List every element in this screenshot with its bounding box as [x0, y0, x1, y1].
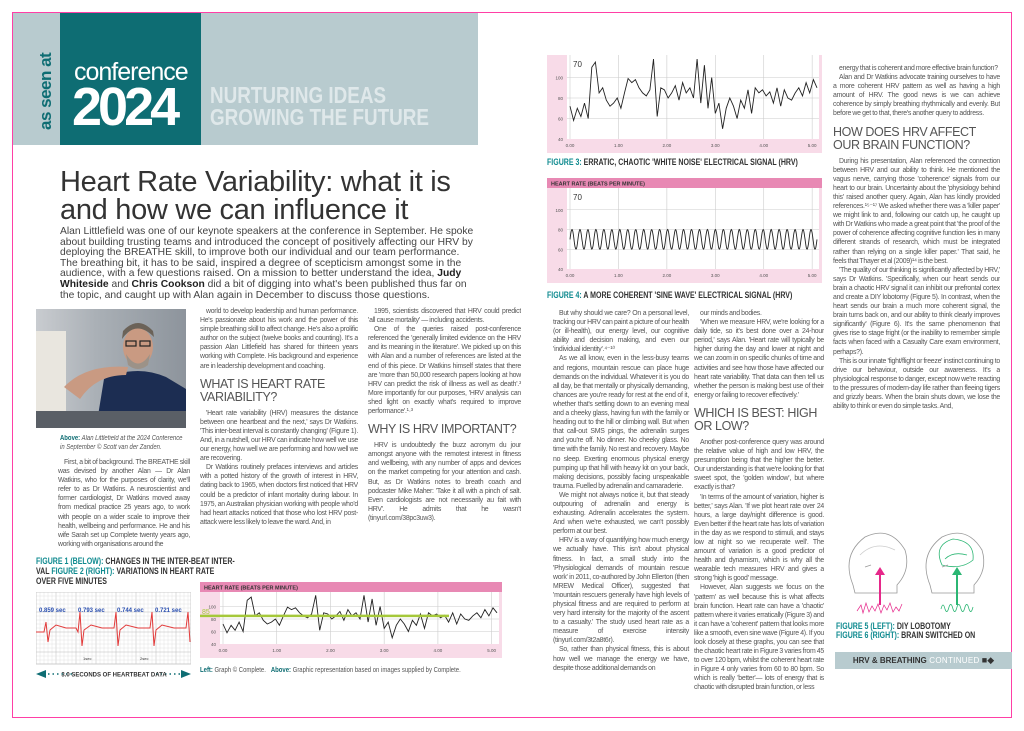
paragraph: This is our innate 'fight/flight or freeze' instinct continuing to drive our behaviour, outside our awareness. It's a physiological response to danger, except now we're reacting to the pressures of modern-day life rather than fleeing tigers and grizzly bears. When the brain shuts down, we lose the ability to think or even do simple tasks. And, — [833, 357, 1000, 411]
caption-key: Above: — [60, 435, 81, 442]
paragraph: 1995, scientists discovered that HRV could predict 'all cause mortality' — including accidents. — [368, 308, 521, 325]
article-title: Heart Rate Variability: what it is and how we can influence it — [60, 166, 451, 226]
paragraph: 'In terms of the amount of variation, higher is better,' says Alan. 'If we plot heart rate over 24 hours, a large day/night difference is good. Even better if the heart rate has lots of variation in the day as we respond to stimuli, and stays low at night so we recuperate well'. The amount of variation is a good predictor of health and dynamism, which is why all the wearable tech measures HRV and gives a strong 'high is good' message. — [694, 493, 824, 583]
section-heading: WHAT IS HEART RATE VARIABILITY? — [200, 376, 325, 404]
caption-text: BRAIN SWITCHED ON — [899, 630, 976, 640]
y-tick-label: 60 — [557, 116, 563, 122]
y-tick-label: 100 — [555, 207, 563, 213]
speaker-photo — [36, 309, 186, 428]
x-tick-label: 3.00 — [710, 273, 720, 278]
caption-text: Graphic representation based on images supplied by Complete. — [291, 667, 461, 674]
y-tick-label: 80 — [557, 227, 563, 233]
x-tick-label: 1.00 — [614, 273, 623, 278]
caption-key: Above: — [270, 667, 292, 674]
figure-2-chart — [200, 582, 502, 658]
paragraph: 'The quality of our thinking is significantly affected by HRV,' says Dr Watkins. 'Specifically, when our heart sends our brain a chaotic HRV signal it can inhibit our prefrontal cortex and create a DIY lobotomy (Figure 5). In contrast, when the heart sends our brain a much more coherent signal, the brain turns back on, and our ability to think clearly improves significantly' (Figure 6). It's the same phenomenon that gives rise to stage fright (or the inability to remember simple facts when faced with a Casualty Care exam environment, perhaps?). — [833, 266, 1000, 356]
intro-text: and — [108, 278, 132, 290]
paragraph: During his presentation, Alan referenced the connection between HRV and our ability to think. He mentioned the vagus nerve, carrying those 'coherence' signals from our heart to our brain. Uncertainty about the 'physiology behind this' raised another query. Again, Alan has kindly provided references.¹⁵⁻¹⁷ We asked whether there was a 'killer paper' we might link to and, following our catch up, he caught up with Dr Watkins who made a great point that 'the proof of the power of coherence affecting cognitive function lies in many different strands of research, which must be integrated rather than relying on a single killer paper.' That said, he feels that Thayer et al (2009)¹⁴ is the best. — [833, 157, 1000, 265]
y-tick-label: 60 — [557, 247, 563, 253]
y-tick-label: 40 — [557, 267, 563, 272]
x-tick-label: 3.00 — [710, 143, 720, 148]
chart-value-label: 70 — [573, 193, 582, 202]
y-tick-label: 80 — [210, 617, 216, 622]
interval-label: 0.793 sec — [78, 608, 105, 614]
reference-label: 85 — [202, 608, 210, 616]
x-tick-label: 1.00 — [614, 143, 623, 148]
x-tick-label: 0.00 — [565, 273, 575, 278]
author-name: Judy Whiteside — [60, 268, 462, 290]
paragraph: One of the queries raised post-conference referenced the 'generally limited evidence on the HRV and its meaning in the literature'. We picked up on this with Alan and a number of references are listed at the end of this piece. Dr Watkins himself states that there are 'more than 50,000 research papers looking at how HRV can predict the risk of illness as well as death'.³ More importantly for our purposes, 'HRV analysis can shed light on exactly what's required to improve performance'.¹·³ — [368, 326, 521, 416]
continued-banner[interactable] — [835, 652, 1012, 669]
paragraph: First, a bit of background. The BREATHE skill was devised by another Alan — Dr Alan Watkins, who for the purposes of clarity, we'll refer to as Dr Watkins. A neuroscientist and former cardiologist, Dr Watkins moved away from medical practice 25 years ago, to work with people on a wider scale to improve their health, wellbeing and performance. He and his wife Sarah set up Complete twenty years ago, working with organisations around the — [58, 459, 190, 548]
x-tick-label: 5.00 — [807, 143, 817, 148]
x-tick-label: 2.00 — [662, 273, 672, 278]
coherent-signal — [941, 604, 973, 611]
figure-4-caption — [547, 290, 792, 300]
time-tick: 2sec — [140, 656, 149, 661]
x-tick-label: 0.00 — [218, 648, 228, 653]
paragraph: our minds and bodies. — [700, 310, 762, 317]
x-tick-label: 0.00 — [565, 143, 575, 148]
caption-key: FIGURE 3: — [547, 157, 582, 167]
column-3 — [368, 307, 521, 525]
paragraph: HRV is a way of quantifying how much energy we actually have. This isn't about physical fitness. In fact, a small study into the 'Physiological demands of mountain rescue work' in 2011, co-authored by John Ellerton (then MREW Medical Officer), suggested that 'mountain rescuers generally have high levels of physical fitness and are required to perform at very hard intensity for the majority of the ascent to a casualty.' The study used heart rate as a measure of exercise intensity (tinyurl.com/3t2a8t6r). — [553, 537, 689, 645]
chart-header-label: HEART RATE (BEATS PER MINUTE) — [551, 181, 645, 188]
figure-3-chart — [547, 55, 822, 153]
paragraph: 'When we measure HRV, we're looking for a daily tide, so it's best done over a 24-hour period,' says Alan. 'Heart rate will typically be higher during the day and lower at night and we can zoom in on specific chunks of time and activities and see how those have affected our heart rate variability. That data can then tell us whether the person is making best use of their energy or failing to recover effectively.' — [694, 319, 824, 399]
interval-label: 0.721 sec — [155, 608, 182, 614]
ecg-duration-label: 3.0 SECONDS OF HEARTBEAT DATA — [61, 672, 167, 679]
chaotic-arrow-icon — [875, 567, 885, 605]
x-tick-label: 3.00 — [379, 648, 389, 653]
y-tick-label: 40 — [557, 137, 563, 142]
paragraph: We might not always notice it, but that steady outpouring of adrenalin and energy is exhausting. Adrenalin accelerates the system. And when we're exhausted, we can't possibly perform at our best. — [553, 491, 689, 536]
banner-continued: CONTINUED — [926, 656, 980, 665]
intro-text: Alan Littlefield was one of our keynote speakers at the conference in September. He spoke about building trusting teams and introduced the concept of positively affecting our HRV by deploying the BREATHE skill, to improve both our individual and our team performance. The breathing bit, it has to be said, inspired a degree of scepticism amongst some in the audience, with a few questions raised. On a mission to better understand the idea, — [60, 226, 474, 280]
brain-figures — [835, 515, 995, 615]
figure-2-credit — [200, 666, 506, 675]
paragraph: 'Heart rate variability (HRV) measures the distance between one heartbeat and the next,' says Dr Watkins. 'This inter-beat interval is constantly changing' (Figure 1). And, in a nutshell, our HRV can indicate how well we use our energy, how well we are performing and how well we are recovering. — [200, 409, 358, 463]
as-seen-at-label: as seen at — [36, 52, 55, 130]
conference-year: 2024 — [72, 77, 177, 137]
figure-4-chart — [547, 178, 822, 283]
x-tick-label: 1.00 — [272, 648, 282, 653]
x-tick-label: 2.00 — [662, 143, 672, 148]
y-tick-label: 40 — [210, 642, 216, 647]
caption-key: FIGURE 1 (BELOW): — [36, 556, 104, 566]
figure-5-6-caption — [836, 622, 975, 640]
coherent-arrow-icon — [952, 567, 962, 605]
paragraph: As we all know, even in the less-busy teams and regions, mountain rescue can place huge demands on the individual. Whatever it is you do all day, be that mentally or physically demanding, chances are you're ready for rest at the end of it, whether that's settling down to an evening meal and a cheeky glass, having fun with the family or heading out to the hill or climbing wall. But when that call-out SMS pings, the adrenalin surges and you're off. No dinner. No cheeky glass. No time with the family. No rest and recovery. Maybe no sleep. Exerting enormous physical energy pumping up that hill with heavy kit on your back, making decisions, possibly facing unspeakable trauma. Fuelled by adrenalin and camaraderie. — [553, 355, 689, 490]
caption-text: VARIATIONS IN HEART RATE — [114, 566, 215, 576]
photo-caption — [60, 434, 188, 452]
plot-area — [567, 188, 819, 269]
caption-key: FIGURE 2 (RIGHT): — [51, 566, 115, 576]
tagline-line-2: GROWING THE FUTURE — [210, 104, 429, 130]
x-tick-label: 4.00 — [433, 648, 443, 653]
y-tick-label: 100 — [208, 604, 216, 610]
head-chaotic-illustration — [849, 533, 907, 593]
paragraph: Alan and Dr Watkins advocate training ourselves to have a more coherent HRV pattern as well as having a high amount of HRV. The good news is we can achieve coherence by simply breathing rhythmically and evenly. But before we get to that, there's another query to address. — [833, 74, 1000, 118]
ecg-trace — [36, 612, 190, 646]
paragraph: However, Alan suggests we focus on the 'pattern' as well because this is what affects brain function. Heart rate can have a 'chaotic' pattern where it varies erratically (Figure 3) and it can have a 'coherent' pattern that looks more like a smooth, even sine wave (Figure 4). If you look closely at these graphs, you can see that the chaotic heart rate in Figure 3 varies from 45 to over 120 bpm, whilst the coherent heart rate in Figure 4 only varies from 60 to 80 bpm. So which is really 'better'— lots of energy that is chaotic with disrupted brain function, or less — [694, 584, 824, 692]
caption-key: FIGURE 6 (RIGHT): — [836, 630, 900, 640]
x-tick-label: 4.00 — [759, 273, 769, 278]
speaker-photo-illustration — [36, 309, 186, 428]
chart-header-label: HEART RATE (BEATS PER MINUTE) — [204, 585, 298, 592]
column-6 — [833, 64, 1000, 516]
caption-key: Left: — [200, 667, 213, 674]
interval-label: 0.859 sec — [39, 608, 66, 614]
continue-arrow-icon: ■◆ — [981, 655, 995, 665]
paragraph: world to develop leadership and human performance. He's passionate about his work and the power of this simple breathing skill to affect change. He's also a prolific author on the subject (twelve books and counting). It's a passion Alan Littlefield has shared for thirteen years working with Complete. His background and experience are in leadership development and coaching. — [200, 308, 358, 370]
time-tick: 1sec — [83, 656, 92, 661]
section-heading: WHY IS HRV IMPORTANT? — [368, 422, 517, 437]
column-2 — [200, 307, 358, 525]
x-tick-label: 4.00 — [759, 143, 769, 148]
article-intro — [60, 227, 475, 301]
paragraph: So, rather than physical fitness, this is about how well we manage the energy we have, despite those additional demands on — [553, 646, 689, 672]
paragraph: HRV is undoubtedly the buzz acronym du jour amongst anyone with the remotest interest in fitness and wellbeing, with any number of apps and devices on the market competing for your attention and cash. But, as Dr Watkins notes to breath coach and podcaster Mike Maher: 'Take it all with a pinch of salt. Even cardiologists are not necessarily au fait with HRV'. He admits that he wasn't (tinyurl.com/38pc3uw3). — [368, 442, 521, 522]
section-heading: WHICH IS BEST: HIGH OR LOW? — [694, 405, 817, 433]
paragraph: But why should we care? On a personal level, tracking our HRV can paint a picture of our health (or ill-health), our energy level, our cognitive ability and decision making, and even our 'individual identity'.⁴⁻¹⁰ — [553, 310, 689, 354]
y-tick-label: 100 — [555, 75, 563, 81]
caption-text: DIY LOBOTOMY — [894, 621, 951, 631]
y-tick-label: 80 — [557, 96, 563, 101]
x-tick-label: 5.00 — [807, 273, 817, 278]
y-tick-label: 60 — [210, 629, 216, 635]
banner-title: HRV & BREATHING — [852, 656, 927, 665]
tagline — [210, 84, 429, 128]
caption-text: ERRATIC, CHAOTIC 'WHITE NOISE' ELECTRICAL SIGNAL (HRV) — [581, 157, 798, 167]
caption-text: Alan Littlefield at the 2024 Conference in September © Scott van der Zanden. — [60, 435, 183, 451]
author-name: Chris Cookson — [131, 278, 205, 290]
column-1 — [58, 458, 190, 550]
x-tick-label: 2.00 — [326, 648, 335, 653]
ecg-figure — [36, 592, 191, 682]
caption-text: Graph © Complete. — [212, 667, 266, 674]
head-coherent-illustration — [926, 533, 984, 593]
paragraph: Another post-conference query was around the relative value of high and low HRV, the presumption being that the higher the better. Our understanding is that we're looking for that sweet spot, the 'golden window', but where exactly is that? — [694, 438, 824, 492]
caption-text: CHANGES IN THE INTER-BEAT INTER- — [103, 556, 235, 566]
paragraph: energy that is coherent and more effective brain function? — [839, 65, 998, 72]
caption-key: FIGURE 4: — [547, 290, 582, 300]
caption-text: A MORE COHERENT 'SINE WAVE' ELECTRICAL SIGNAL (HRV) — [581, 290, 793, 300]
caption-key: FIGURE 5 (LEFT): — [836, 621, 895, 631]
column-4 — [553, 309, 689, 673]
section-heading: HOW DOES HRV AFFECT OUR BRAIN FUNCTION? — [833, 124, 976, 152]
chart-value-label: 70 — [573, 60, 582, 69]
conference-label: conference — [74, 58, 188, 86]
figure-3-caption — [547, 157, 798, 167]
tagline-line-1: NURTURING IDEAS — [210, 82, 387, 108]
caption-text: VAL — [36, 566, 52, 576]
x-tick-label: 5.00 — [487, 648, 497, 653]
interval-label: 0.744 sec — [117, 608, 144, 614]
intro-text: did a bit of digging into what's been published thus far on the topic, and caught up with Alan again in December to discuss those questions. — [60, 278, 467, 301]
paragraph: Dr Watkins routinely prefaces interviews and articles with a potted history of the growth of interest in HRV, dating back to 1965, when doctors first noticed that HRV could be a predictor of infant mortality during labour. In 1975, an Australian physician working with people who'd had heart attacks noticed that those who lost HRV post-attack were less likely to leave the ward. And, in — [200, 464, 358, 525]
column-5 — [694, 309, 824, 717]
caption-text: OVER FIVE MINUTES — [36, 576, 107, 586]
